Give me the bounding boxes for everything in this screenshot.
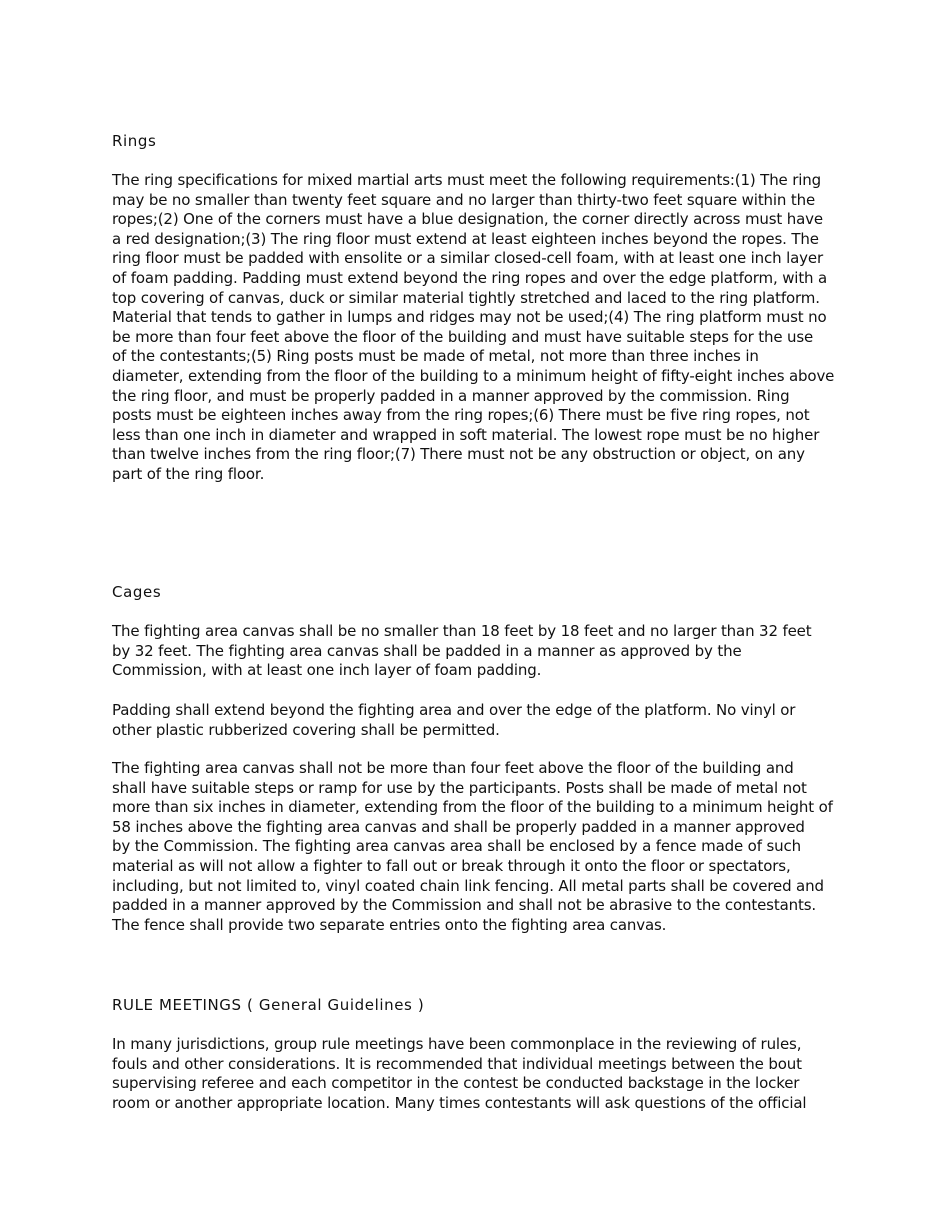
cages-heading: Cages	[112, 583, 162, 601]
text-line: Commission, with at least one inch layer of foam padding.	[112, 661, 542, 680]
text-line: of the contestants;(5) Ring posts must be made of metal, not more than three inches in	[112, 347, 759, 366]
cages-paragraph-3	[112, 759, 840, 935]
text-line: less than one inch in diameter and wrapped in soft material. The lowest rope must be no higher	[112, 425, 820, 444]
text-line: by the Commission. The fighting area canvas area shall be enclosed by a fence made of such	[112, 837, 801, 856]
text-line: ropes;(2) One of the corners must have a blue designation, the corner directly across must have	[112, 210, 823, 229]
text-line: The fence shall provide two separate entries onto the fighting area canvas.	[112, 915, 667, 934]
text-line: the ring floor, and must be properly padded in a manner approved by the commission. Ring	[112, 386, 790, 405]
text-line: material as will not allow a fighter to fall out or break through it onto the floor or spectators,	[112, 856, 791, 875]
text-line: part of the ring floor.	[112, 464, 265, 483]
text-line: In many jurisdictions, group rule meetings have been commonplace in the reviewing of rules,	[112, 1035, 802, 1053]
text-line: The ring specifications for mixed martial arts must meet the following requirements:(1) The ring	[112, 171, 822, 189]
cages-paragraph-1	[112, 622, 840, 681]
text-line: supervising referee and each competitor in the contest be conducted backstage in the locker	[112, 1074, 800, 1093]
text-line: be more than four feet above the floor of the building and must have suitable steps for the use	[112, 327, 814, 346]
text-line: diameter, extending from the floor of the building to a minimum height of fifty-eight inches above	[112, 366, 835, 385]
rule-meetings-heading: RULE MEETINGS ( General Guidelines )	[112, 996, 425, 1014]
text-line: top covering of canvas, duck or similar material tightly stretched and laced to the ring platform.	[112, 288, 820, 307]
rings-heading: Rings	[112, 132, 157, 150]
text-line: posts must be eighteen inches away from the ring ropes;(6) There must be five ring ropes, not	[112, 406, 810, 425]
rule-meetings-paragraph	[112, 1035, 840, 1113]
text-line: Material that tends to gather in lumps and ridges may not be used;(4) The ring platform must no	[112, 308, 827, 327]
rings-paragraph	[112, 171, 840, 485]
text-line: padded in a manner approved by the Commission and shall not be abrasive to the contestants.	[112, 896, 816, 915]
text-line: including, but not limited to, vinyl coated chain link fencing. All metal parts shall be covered and	[112, 876, 824, 895]
text-line: The fighting area canvas shall be no smaller than 18 feet by 18 feet and no larger than 32 feet	[112, 622, 812, 640]
cages-paragraph-2	[112, 701, 840, 740]
text-line: than twelve inches from the ring floor;(7) There must not be any obstruction or object, on any	[112, 445, 805, 464]
text-line: ring floor must be padded with ensolite or a similar closed-cell foam, with at least one inch layer	[112, 249, 823, 268]
text-line: more than six inches in diameter, extending from the floor of the building to a minimum height of	[112, 798, 833, 817]
text-line: shall have suitable steps or ramp for use by the participants. Posts shall be made of metal not	[112, 778, 807, 797]
text-line: room or another appropriate location. Many times contestants will ask questions of the official	[112, 1093, 807, 1112]
text-line: Padding shall extend beyond the fighting area and over the edge of the platform. No vinyl or	[112, 701, 796, 719]
text-line: fouls and other considerations. It is recommended that individual meetings between the bout	[112, 1054, 802, 1073]
text-line: a red designation;(3) The ring floor must extend at least eighteen inches beyond the ropes. The	[112, 229, 819, 248]
text-line: The fighting area canvas shall not be more than four feet above the floor of the building and	[112, 759, 794, 777]
text-line: of foam padding. Padding must extend beyond the ring ropes and over the edge platform, with a	[112, 268, 828, 287]
text-line: by 32 feet. The fighting area canvas shall be padded in a manner as approved by the	[112, 641, 742, 660]
text-line: 58 inches above the fighting area canvas and shall be properly padded in a manner approved	[112, 817, 805, 836]
text-line: may be no smaller than twenty feet square and no larger than thirty-two feet square within the	[112, 190, 816, 209]
text-line: other plastic rubberized covering shall be permitted.	[112, 720, 500, 739]
